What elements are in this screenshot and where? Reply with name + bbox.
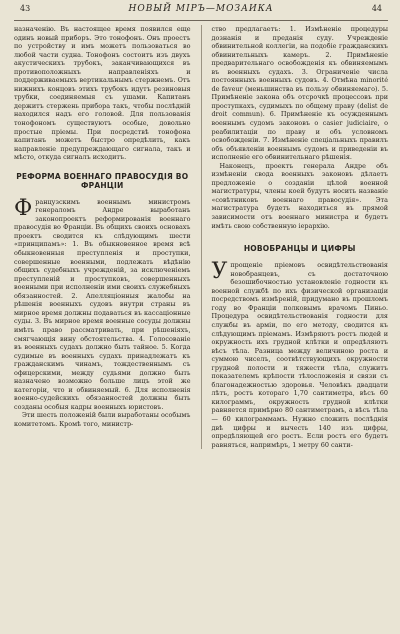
- column-divider: [201, 25, 202, 449]
- left-paragraph-committee: Эти шесть положеній были выработаны особымъ комитетомъ. Кромѣ того, министр-: [14, 411, 191, 428]
- right-paragraph-proposals: ство предлагаетъ: 1. Измѣненіе процедуры дознанія и преданія суду. Учрежденіе обвинительной коллегіи, на подобіе гражданскихъ обвинительныхъ камеръ. 2. Примѣненіе предварительнаго освобожденія къ обвиняемымъ въ военныхъ судахъ. 3. Ограниченіе числа постоянныхъ военныхъ судовъ. 4. Отмѣна minorité de faveur (меньшинства въ пользу обвиняемаго). 5. Примѣненіе закона объ отсрочкѣ процессовъ при проступкахъ, судимыхъ по общему праву (delist de droit commun). 6. Примѣненіе къ осужденнымъ военнымъ судомъ законовъ о casier judiciaire, о реабилитаціи по праву и объ условномъ освобожденіи. 7. Измѣненіе спеціальныхъ правилъ объ объявленіи военнымъ судомъ и приведеніи въ исполненіе его обвинительнаго рѣшенія.: [211, 25, 388, 162]
- left-paragraph-reform: [14, 195, 191, 412]
- right-column: [211, 25, 388, 449]
- section-title-military-justice: РЕФОРМА ВОЕННАГО ПРАВОСУДІЯ ВО ФРАНЦІИ: [16, 171, 189, 190]
- right-paragraph-magistracy: Наконецъ, проектъ генерала Андре объ измѣненіи свода военныхъ законовъ дѣлаетъ предложеніе о созданіи цѣлой военной магистратуры, члены коей будутъ носить названіе «совѣтниковъ военнаго правосудія». Эта магистратура будетъ находиться въ прямой зависимости отъ военнаго министра и будетъ имѣть свою собственную іерархію.: [211, 161, 388, 230]
- left-page-number: 43: [20, 4, 31, 13]
- right-paragraph-recruits: [211, 261, 388, 449]
- left-paragraph-tonophone: назначенію. Въ настоящее время появился еще одинъ новый приборъ. Это тонофонъ. Онъ проестъ по устройству и имъ можетъ пользоваться во любой части судна. Тонофонъ состоитъ изъ двухъ акустическихъ трубокъ, заканчивающихся въ противоположныхъ направленіяхъ и поддерживаемыхъ вертикальнымъ стержнемъ. Отъ нижнихъ концовъ этихъ трубокъ идутъ резиновыя трубки, соединяемыя съ ушами. Капитанъ держитъ стержень прибора такъ, чтобы послѣдній находился надъ его головой. Для пользованія тонофономъ существуютъ особые, довольно простые пріемы. При посредствѣ тонофона капитанъ можетъ быстро опредѣлить, какъ направленіе предупреждающаго сигнала, такъ и мѣсто, откуда сигналъ исходитъ.: [14, 25, 191, 162]
- drop-cap-f: Ф: [14, 195, 33, 221]
- left-column: [14, 25, 191, 449]
- section-title-recruits: НОВОБРАНЦЫ И ЦИФРЫ: [243, 244, 356, 254]
- running-header: [14, 4, 388, 21]
- two-column-body: [14, 25, 388, 449]
- reform-text: ранцузскимъ военнымъ министромъ генераломъ Андре выработанъ законопроектъ реформированія военнаго правосудія во Франціи. Въ общихъ своихъ основахъ проектъ сводится къ слѣдующимъ шести «принципамъ»: 1. Въ обыкновенное время всѣ обыкновенныя преступленія и проступки, совершенные военными, подлежать вѣдѣнію общихъ судебныхъ учрежденій, за исключеніемъ преступленій и проступковъ, совершенныхъ военными при исполненіи ими своихъ служебныхъ обязанностей. 2. Апелляціонныя жалобы на рѣшенія военныхъ судовъ внутри страны въ мирное время должны подаваться въ кассаціонные суды. 3. Въ мирное время военные сосуды должны имѣть право рассматривать, при рѣшеніяхъ, смягчающія вину обстоятельства. 4. Голосованіе въ военныхъ судахъ должно быть тайное. 5. Когда судимые въ военныхъ судахъ принадлежатъ къ гражданскимъ чинамъ, тождественнымъ съ офицерскими, между судьями должно быть назначено возможно больше лицъ этой же категоріи, что и обвиняемый. 6. Для исполненія военно-судейскихъ обязанностей должны быть созданы особыя кадры военныхъ юристовъ.: [14, 197, 191, 411]
- drop-cap-u: У: [211, 259, 228, 285]
- recruits-text: прощеніе пріемовъ освидѣтельствованія новобранцевъ, съ достаточною безошибочностью установленіе годности къ военной службѣ по ихъ физической организаціи посредствомъ измѣреній, придумано въ прошломъ году во Франціи полковымъ врачомъ Пиньо. Процедура освидѣтельствованія годности для службы въ арміи, по его методу, сводится къ слѣдующимъ пріемамъ. Измѣряютъ ростъ людей и окружность ихъ грудной клѣтки и опредѣляютъ вѣсъ тѣла. Разница между величиною роста и суммою чиселъ, соотвѣтствующихъ окружности грудной полости и тяжести тѣла, служитъ показателемъ крѣпости тѣлосложенія и связи съ благонадежностью здоровья. Человѣкъ двадцати лѣтъ, ростъ котораго 1,70 сантиметра, вѣсъ 60 килограммъ, окружность грудной клѣтки равняется примѣрно 80 сантиметрамъ, а вѣсъ тѣла — 60 килограммамъ. Нужно сложить послѣднія двѣ цифры и вычесть 140 изъ цифры, опредѣляющей его ростъ. Если ростъ его будетъ равняться, напримѣръ, 1 метру 60 санти-: [211, 261, 388, 449]
- right-page-number: 44: [371, 4, 382, 13]
- running-title: НОВЫЙ МІРЪ—МОЗАИКА: [128, 4, 274, 14]
